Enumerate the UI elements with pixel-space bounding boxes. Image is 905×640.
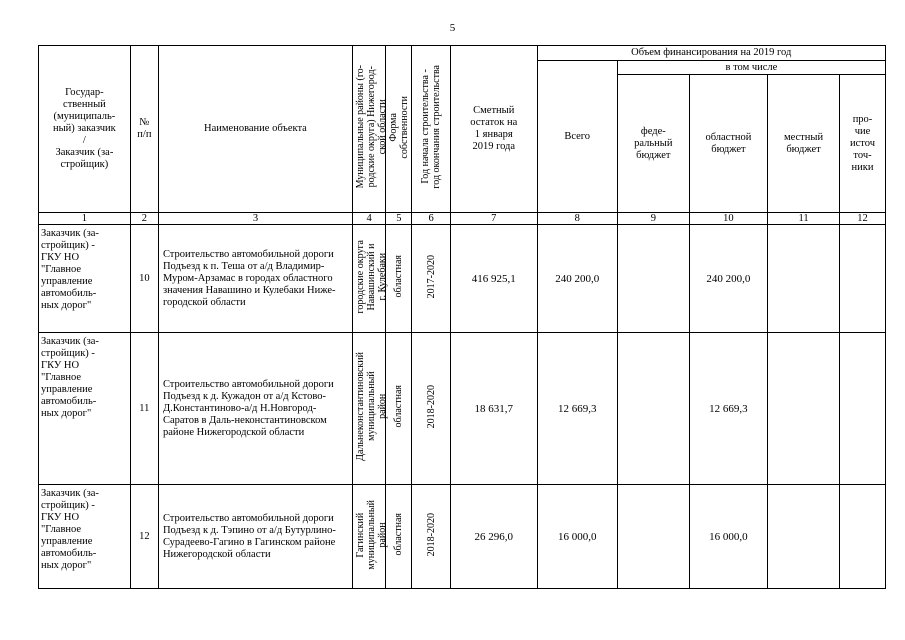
header-ownership-text: Форма собственности [388, 95, 411, 159]
column-number: 7 [450, 213, 537, 225]
header-including: в том числе [617, 61, 885, 75]
table-row [39, 485, 886, 589]
column-number-row [39, 213, 886, 225]
row-customer: Заказчик (за- стройщик) - ГКУ НО "Главное управление автомобиль- ных дорог" [39, 333, 131, 485]
row-num: 10 [130, 225, 158, 333]
header-total: Всего [537, 61, 617, 213]
row-ownership-text: областная [393, 255, 405, 298]
header-local: местный бюджет [768, 75, 840, 213]
row-years [412, 333, 451, 485]
row-num: 12 [130, 485, 158, 589]
row-district [352, 333, 388, 485]
header-years-text: Год начала строительства - год окончания строительства [420, 65, 443, 189]
row-customer: Заказчик (за- стройщик) - ГКУ НО "Главное управление автомобиль- ных дорог" [39, 225, 131, 333]
row-num: 11 [130, 333, 158, 485]
row-other [840, 485, 886, 589]
row-years-text: 2018-2020 [425, 512, 437, 557]
column-number: 12 [840, 213, 886, 225]
row-regional: 16 000,0 [689, 485, 767, 589]
header-districts [352, 46, 388, 213]
column-number: 5 [386, 213, 412, 225]
row-district-text: городские округа Навашинский и г. Кулебаки [354, 239, 388, 314]
row-federal [617, 333, 689, 485]
financing-table [38, 45, 886, 589]
row-district-text: Гагинский муниципальный район [354, 499, 388, 570]
row-local [768, 225, 840, 333]
row-years-text: 2018-2020 [425, 384, 437, 429]
column-number: 3 [158, 213, 352, 225]
header-ownership [386, 46, 412, 213]
row-district [352, 485, 388, 589]
header-other: про- чие источ точ- ники [840, 75, 886, 213]
column-number: 2 [130, 213, 158, 225]
row-other [840, 225, 886, 333]
header-object-name: Наименование объекта [158, 46, 352, 213]
row-total: 12 669,3 [537, 333, 617, 485]
header-num: № п/п [130, 46, 158, 213]
column-number: 9 [617, 213, 689, 225]
column-number: 6 [412, 213, 451, 225]
column-number: 8 [537, 213, 617, 225]
row-years [412, 225, 451, 333]
row-ownership [386, 225, 412, 333]
row-ownership [386, 485, 412, 589]
row-total: 16 000,0 [537, 485, 617, 589]
row-estimate: 416 925,1 [450, 225, 537, 333]
row-regional: 240 200,0 [689, 225, 767, 333]
header-years [412, 46, 451, 213]
row-ownership [386, 333, 412, 485]
row-regional: 12 669,3 [689, 333, 767, 485]
row-object-name: Строительство автомобильной дороги Подъезд к п. Теша от а/д Владимир-Муром-Арзамас в городах областного значения Навашино и Кулебаки Ниже-городской области [158, 225, 352, 333]
row-estimate: 26 296,0 [450, 485, 537, 589]
page-number: 5 [449, 22, 456, 34]
row-object-name: Строительство автомобильной дороги Подъезд к д. Тэпино от а/д Бутурлино-Сурадеево-Гагино в Гагинском районе Нижегородской области [158, 485, 352, 589]
header-estimate: Сметный остаток на 1 января 2019 года [450, 46, 537, 213]
column-number: 1 [39, 213, 131, 225]
row-local [768, 333, 840, 485]
header-districts-text: Муниципальные районы (го- родские округа) Нижегород- ской области [354, 65, 388, 189]
row-total: 240 200,0 [537, 225, 617, 333]
header-federal: феде- ральный бюджет [617, 75, 689, 213]
row-other [840, 333, 886, 485]
row-years-text: 2017-2020 [425, 254, 437, 299]
column-number: 11 [768, 213, 840, 225]
header-customer: Государ- ственный (муниципаль- ный) заказчик / Заказчик (за- стройщик) [39, 46, 131, 213]
row-estimate: 18 631,7 [450, 333, 537, 485]
row-district [352, 225, 388, 333]
table-row [39, 225, 886, 333]
header-regional: областной бюджет [689, 75, 767, 213]
row-customer: Заказчик (за- стройщик) - ГКУ НО "Главное управление автомобиль- ных дорог" [39, 485, 131, 589]
row-district-text: Дальнеконстантиновский муниципальный район [354, 352, 388, 461]
row-years [412, 485, 451, 589]
table-row [39, 333, 886, 485]
row-ownership-text: областная [393, 513, 405, 556]
header-financing: Объем финансирования на 2019 год [537, 46, 885, 61]
row-ownership-text: областная [393, 385, 405, 428]
column-number: 10 [689, 213, 767, 225]
row-federal [617, 485, 689, 589]
row-local [768, 485, 840, 589]
row-object-name: Строительство автомобильной дороги Подъезд к д. Кужадон от а/д Кстово-Д.Константиново-а/д Н.Новгород-Саратов в Даль-неконстантиновском районе Нижегородской области [158, 333, 352, 485]
row-federal [617, 225, 689, 333]
column-number: 4 [352, 213, 385, 225]
